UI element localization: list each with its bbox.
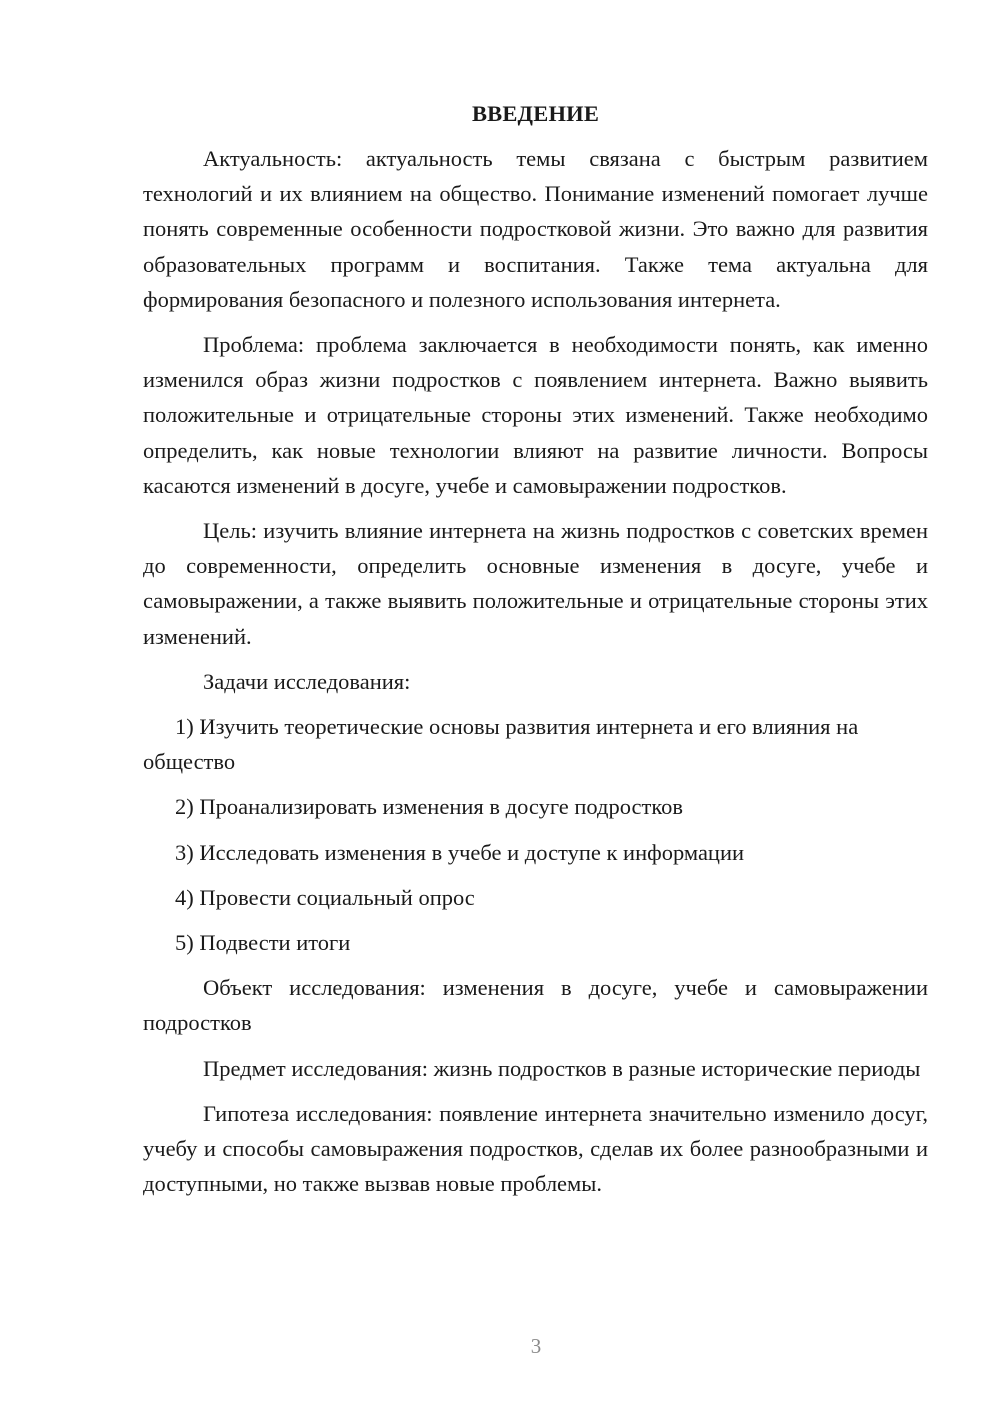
- tasks-heading: Задачи исследования:: [203, 668, 411, 694]
- object-paragraph: Объект исследования: изменения в досуге, учебе и самовыражении подростков: [143, 975, 928, 1036]
- hypothesis-paragraph: Гипотеза исследования: появление интернета значительно изменило досуг, учебу и способы самовыражения подростков, сделав их более разнообразными и доступными, но также вызвав новые проблемы.: [143, 1100, 928, 1197]
- problem-paragraph: Проблема: проблема заключается в необходимости понять, как именно изменился образ жизни подростков с появлением интернета. Важно выявить положительные и отрицательные стороны этих изменений. Также необходимо определить, как новые технологии влияют на развитие личности. Вопросы касаются изменений в досуге, учебе и самовыражении подростков.: [143, 332, 928, 498]
- page-content: [143, 96, 928, 1201]
- task-item-2: 2) Проанализировать изменения в досуге подростков: [175, 794, 684, 820]
- task-item-5: 5) Подвести итоги: [175, 930, 351, 956]
- task-item-1: 1) Изучить теоретические основы развития интернета и его влияния на общество: [143, 714, 859, 775]
- task-item-3: 3) Исследовать изменения в учебе и доступе к информации: [175, 839, 745, 865]
- goal-paragraph: Цель: изучить влияние интернета на жизнь подростков с советских времен до современности, определить основные изменения в досуге, учебе и самовыражении, а также выявить положительные и отрицательные стороны этих изменений.: [143, 518, 928, 649]
- page-number: 3: [530, 1334, 542, 1358]
- subject-paragraph: Предмет исследования: жизнь подростков в разные исторические периоды: [203, 1055, 921, 1081]
- relevance-paragraph: Актуальность: актуальность темы связана с быстрым развитием технологий и их влиянием на общество. Понимание изменений помогает лучше понять современные особенности подростковой жизни. Это важно для развития образовательных программ и воспитания. Также тема актуальна для формирования безопасного и полезного использования интернета.: [143, 146, 928, 312]
- tasks-list: [143, 709, 928, 960]
- task-item-4: 4) Провести социальный опрос: [175, 884, 475, 910]
- section-title: ВВЕДЕНИЕ: [471, 101, 600, 126]
